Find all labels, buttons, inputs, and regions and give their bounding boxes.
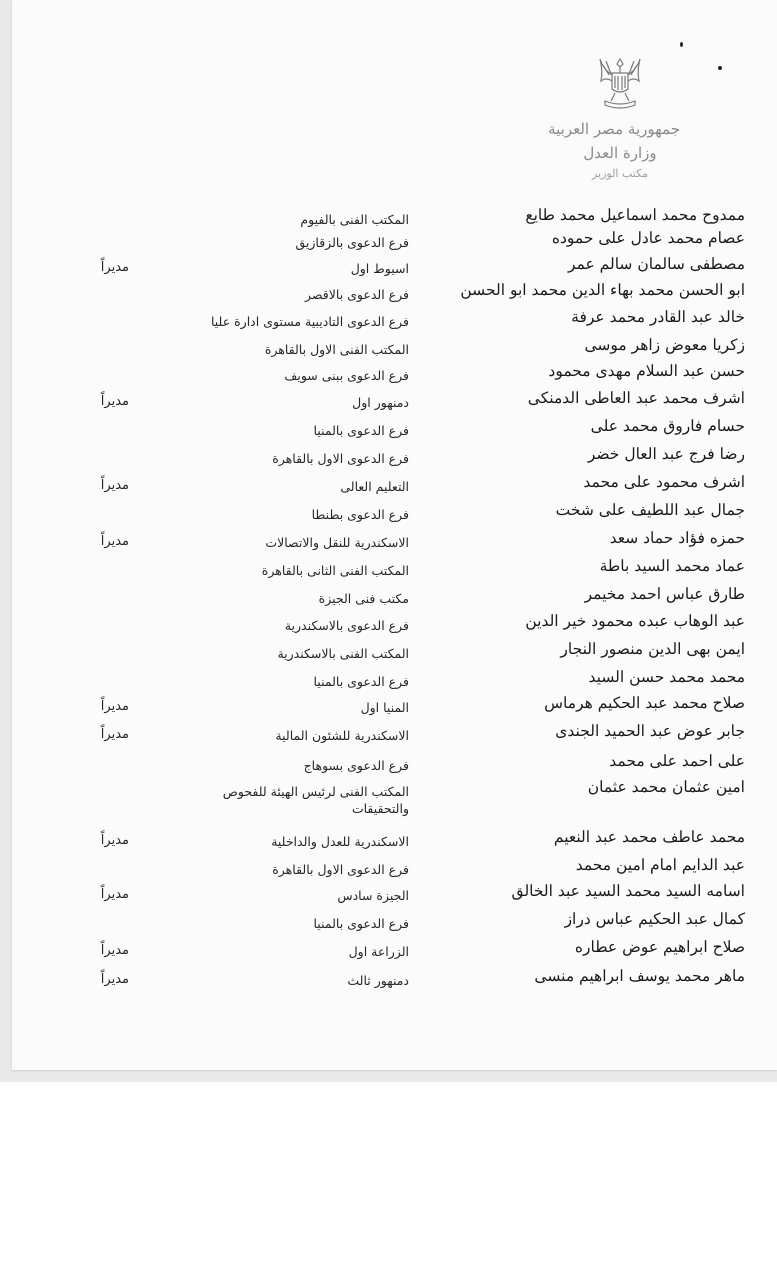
position-title: مديراً bbox=[100, 534, 129, 549]
list-item bbox=[0, 751, 777, 777]
assigned-branch: فرع الدعوى بالمنيا bbox=[313, 674, 409, 689]
assigned-branch: الاسكندرية للنقل والاتصالات bbox=[265, 535, 409, 550]
list-item bbox=[0, 205, 777, 228]
employee-name: عبد الوهاب عبده محمود خير الدين bbox=[525, 612, 745, 630]
assigned-branch: الزراعة اول bbox=[348, 944, 409, 959]
employee-name: كمال عبد الحكيم عباس دراز bbox=[564, 910, 745, 928]
employee-name: ايمن بهى الدين منصور النجار bbox=[560, 640, 745, 658]
list-item bbox=[0, 611, 777, 639]
employee-name: حسام فاروق محمد على bbox=[590, 417, 745, 435]
assigned-branch: المنيا اول bbox=[360, 700, 409, 715]
position-title: مديراً bbox=[100, 887, 129, 902]
employee-name: عماد محمد السيد باطة bbox=[599, 557, 745, 575]
employee-name: رضا فرج عبد العال خضر bbox=[587, 445, 745, 463]
assigned-branch: المكتب الفنى الاول بالقاهرة bbox=[264, 342, 409, 357]
list-item bbox=[0, 693, 777, 721]
employee-name: خالد عبد القادر محمد عرفة bbox=[571, 308, 745, 326]
employee-name: زكريا معوض زاهر موسى bbox=[584, 336, 745, 354]
list-item bbox=[0, 444, 777, 472]
employee-name: اشرف محمد عبد العاطى الدمنكى bbox=[527, 389, 745, 407]
letterhead-ministry: وزارة العدل bbox=[583, 144, 657, 162]
assigned-branch: المكتب الفنى بالفيوم bbox=[300, 212, 409, 227]
list-item bbox=[0, 909, 777, 937]
position-title: مديراً bbox=[100, 478, 129, 493]
assigned-branch: المكتب الفنى الثانى بالقاهرة bbox=[261, 563, 409, 578]
list-item bbox=[0, 584, 777, 611]
employee-name: ابو الحسن محمد بهاء الدين محمد ابو الحسن bbox=[460, 281, 745, 299]
ink-mark bbox=[680, 42, 683, 47]
assigned-branch: المكتب الفنى لرئيس الهيئة للفحوص والتحقيقات bbox=[222, 784, 409, 816]
list-item bbox=[0, 639, 777, 667]
assigned-branch: فرع الدعوى بالاسكندرية bbox=[284, 618, 409, 633]
letterhead-office: مكتب الوزير bbox=[591, 167, 649, 180]
position-title: مديراً bbox=[100, 833, 129, 848]
assigned-branch: فرع الدعوى بسوهاج bbox=[303, 758, 409, 773]
assigned-branch: فرع الدعوى التاديبية مستوى ادارة عليا bbox=[210, 314, 409, 329]
employee-name: عصام محمد عادل على حموده bbox=[551, 229, 745, 247]
employee-name: عبد الدايم امام امين محمد bbox=[575, 856, 745, 874]
assigned-branch: دمنهور اول bbox=[352, 395, 409, 410]
list-item bbox=[0, 827, 777, 855]
list-item bbox=[0, 228, 777, 254]
list-item bbox=[0, 416, 777, 444]
employee-name: جمال عبد اللطيف على شخت bbox=[555, 501, 745, 519]
list-item bbox=[0, 500, 777, 528]
ink-mark bbox=[718, 66, 722, 70]
employee-name: ماهر محمد يوسف ابراهيم منسى bbox=[534, 967, 745, 985]
employee-name: حمزه فؤاد حماد سعد bbox=[609, 529, 745, 547]
assigned-branch: فرع الدعوى بالمنيا bbox=[313, 916, 409, 931]
position-title: مديراً bbox=[100, 394, 129, 409]
assigned-branch: مكتب فنى الجيزة bbox=[318, 591, 409, 606]
list-item bbox=[0, 881, 777, 909]
employee-name: اسامه السيد محمد السيد عبد الخالق bbox=[511, 882, 745, 900]
assigned-branch: المكتب الفنى بالاسكندرية bbox=[277, 646, 409, 661]
position-title: مديراً bbox=[100, 260, 129, 275]
eagle-emblem-icon bbox=[597, 55, 643, 111]
list-item bbox=[0, 667, 777, 693]
employee-name: ممدوح محمد اسماعيل محمد طايع bbox=[525, 206, 745, 224]
list-item bbox=[0, 254, 777, 280]
employee-name: صلاح محمد عبد الحكيم هرماس bbox=[544, 694, 745, 712]
assigned-branch: فرع الدعوى ببنى سويف bbox=[284, 368, 409, 383]
list-item bbox=[0, 777, 777, 827]
list-item bbox=[0, 388, 777, 416]
list-item bbox=[0, 361, 777, 388]
assigned-branch: التعليم العالى bbox=[340, 479, 409, 494]
position-title: مديراً bbox=[100, 943, 129, 958]
assigned-branch: فرع الدعوى بالمنيا bbox=[313, 423, 409, 438]
position-title: مديراً bbox=[100, 727, 129, 742]
assignments-list bbox=[0, 205, 777, 994]
assigned-branch: فرع الدعوى الاول بالقاهرة bbox=[272, 862, 409, 877]
assigned-branch: الاسكندرية للشئون المالية bbox=[275, 728, 409, 743]
employee-name: امين عثمان محمد عثمان bbox=[587, 778, 745, 796]
assigned-branch: فرع الدعوى بالزقازيق bbox=[295, 235, 409, 250]
letterhead bbox=[548, 55, 680, 200]
list-item bbox=[0, 855, 777, 881]
list-item bbox=[0, 472, 777, 500]
employee-name: محمد عاطف محمد عبد النعيم bbox=[553, 828, 745, 846]
employee-name: صلاح ابراهيم عوض عطاره bbox=[574, 938, 745, 956]
assigned-branch: اسيوط اول bbox=[350, 261, 409, 276]
list-item bbox=[0, 721, 777, 751]
employee-name: جابر عوض عبد الحميد الجندى bbox=[555, 722, 745, 740]
position-title: مديراً bbox=[100, 699, 129, 714]
list-item bbox=[0, 280, 777, 307]
employee-name: حسن عبد السلام مهدى محمود bbox=[548, 362, 745, 380]
list-item bbox=[0, 307, 777, 335]
employee-name: مصطفى سالمان سالم عمر bbox=[567, 255, 745, 273]
letterhead-country: جمهورية مصر العربية bbox=[548, 120, 680, 138]
assigned-branch: فرع الدعوى الاول بالقاهرة bbox=[272, 451, 409, 466]
employee-name: اشرف محمود على محمد bbox=[583, 473, 745, 491]
employee-name: طارق عباس احمد مخيمر bbox=[584, 585, 745, 603]
list-item bbox=[0, 966, 777, 994]
assigned-branch: الاسكندرية للعدل والداخلية bbox=[271, 834, 409, 849]
list-item bbox=[0, 937, 777, 966]
list-item bbox=[0, 335, 777, 361]
assigned-branch: فرع الدعوى بطنطا bbox=[311, 507, 409, 522]
employee-name: على احمد على محمد bbox=[609, 752, 745, 770]
assigned-branch: دمنهور ثالث bbox=[347, 973, 409, 988]
list-item bbox=[0, 556, 777, 584]
list-item bbox=[0, 528, 777, 556]
assigned-branch: الجيزة سادس bbox=[337, 888, 409, 903]
assigned-branch: فرع الدعوى بالاقصر bbox=[305, 287, 409, 302]
employee-name: محمد محمد حسن السيد bbox=[588, 668, 745, 686]
position-title: مديراً bbox=[100, 972, 129, 987]
